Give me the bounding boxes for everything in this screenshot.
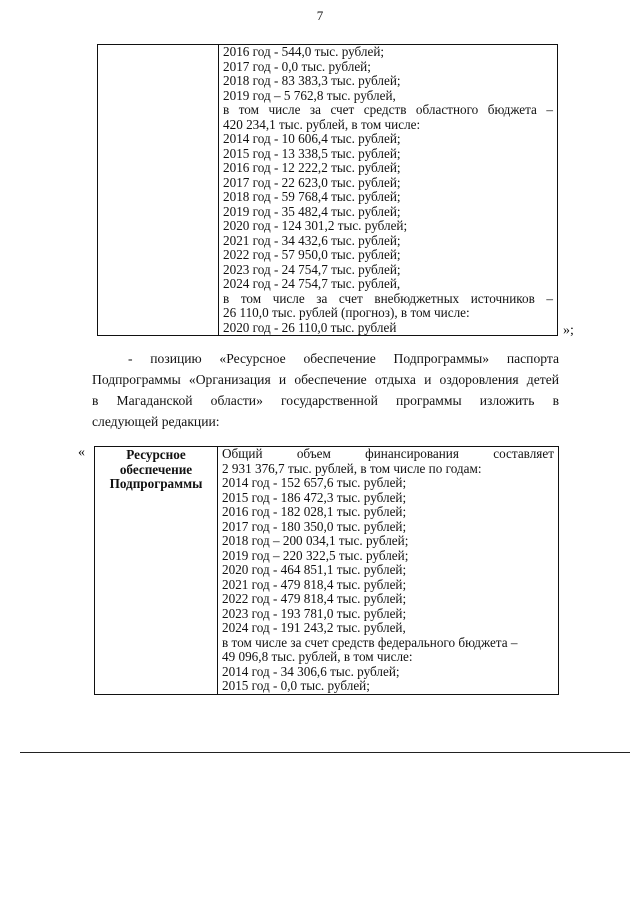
table-line: 2014 год - 34 306,6 тыс. рублей; [222, 663, 400, 679]
table-line: 2015 год - 0,0 тыс. рублей; [222, 678, 370, 693]
page-number: 7 [316, 8, 324, 23]
table-line: 2018 год - 83 383,3 тыс. рублей; [223, 73, 401, 88]
paragraph-line: - позицию «Ресурсное обеспечение Подпрограммы» паспорта [128, 351, 559, 366]
table-line: 2017 год - 0,0 тыс. рублей; [223, 58, 371, 74]
table-content-cell [219, 45, 558, 336]
table-line: 2018 год – 200 034,1 тыс. рублей; [222, 533, 409, 548]
table-content-cell [218, 447, 559, 695]
table-line: 2017 год - 22 623,0 тыс. рублей; [223, 174, 401, 190]
table-line: 2018 год - 59 768,4 тыс. рублей; [223, 189, 401, 204]
table-line: 2023 год - 193 781,0 тыс. рублей; [222, 605, 407, 621]
table-line: 2014 год - 152 657,6 тыс. рублей; [222, 475, 407, 490]
paragraph-line: следующей редакции: [92, 414, 220, 429]
table-line: 2015 год - 186 472,3 тыс. рублей; [222, 489, 407, 505]
table-line: 2020 год - 26 110,0 тыс. рублей [223, 319, 397, 335]
table-line: 2024 год - 24 754,7 тыс. рублей, [223, 276, 401, 291]
table-line: 2017 год - 180 350,0 тыс. рублей; [222, 518, 407, 534]
table-line: 2016 год - 12 222,2 тыс. рублей; [223, 160, 401, 175]
header-line: Подпрограммы [109, 476, 203, 491]
amendment-paragraph [92, 348, 559, 432]
table-line: 49 096,8 тыс. рублей, в том числе: [222, 649, 413, 664]
table-line: 26 110,0 тыс. рублей (прогноз), в том числе: [223, 305, 470, 320]
table-line: 2023 год - 24 754,7 тыс. рублей; [223, 261, 401, 277]
table-line: 2021 год - 479 818,4 тыс. рублей; [222, 576, 407, 592]
table-line: 2015 год - 13 338,5 тыс. рублей; [223, 145, 401, 161]
closing-quote: »; [563, 323, 574, 338]
table-line: 2022 год - 479 818,4 тыс. рублей; [222, 591, 407, 606]
header-line: обеспечение [119, 461, 193, 477]
table-line: 2020 год - 124 301,2 тыс. рублей; [223, 218, 408, 233]
table-line: 2022 год - 57 950,0 тыс. рублей; [223, 247, 401, 262]
table-line: 2024 год - 191 243,2 тыс. рублей, [222, 620, 406, 635]
funding-table-continued [97, 44, 558, 336]
table-line: 420 234,1 тыс. рублей, в том числе: [223, 116, 421, 132]
opening-quote: « [78, 445, 85, 460]
table-line: в том числе за счет средств федерального бюджета – [222, 634, 518, 650]
footer-divider [20, 752, 630, 753]
table-label-cell [98, 45, 219, 336]
table-line: 2021 год - 34 432,6 тыс. рублей; [223, 232, 401, 248]
header-line: Ресурсное [126, 447, 186, 462]
table-line: 2 931 376,7 тыс. рублей, в том числе по годам: [222, 460, 482, 476]
table-line: Общий объем финансирования составляет [222, 446, 554, 461]
table-line: 2020 год - 464 851,1 тыс. рублей; [222, 562, 407, 577]
table-line: в том числе за счет средств областного бюджета – [223, 102, 553, 117]
paragraph-line: в Магаданской области» государственной программы изложить в [92, 393, 559, 408]
table-line: 2019 год – 220 322,5 тыс. рублей; [222, 547, 409, 563]
table-line: в том числе за счет внебюджетных источников – [223, 290, 553, 306]
table-header-cell [95, 447, 218, 695]
table-line: 2016 год - 182 028,1 тыс. рублей; [222, 504, 407, 519]
table-line: 2016 год - 544,0 тыс. рублей; [223, 44, 385, 59]
table-line: 2014 год - 10 606,4 тыс. рублей; [223, 131, 401, 146]
table-line: 2019 год - 35 482,4 тыс. рублей; [223, 203, 401, 219]
paragraph-line: Подпрограммы «Организация и обеспечение отдыха и оздоровления детей [92, 372, 559, 387]
table-line: 2019 год – 5 762,8 тыс. рублей, [223, 87, 396, 103]
resource-table [94, 446, 559, 695]
